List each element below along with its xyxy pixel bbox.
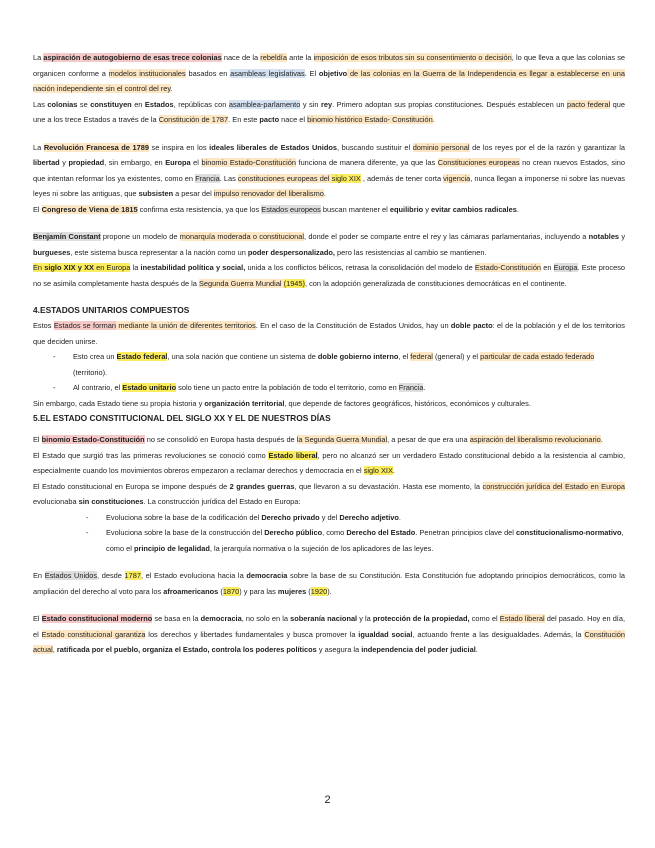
list-item: - Esto crea un Estado federal, una sola nación que contiene un sistema de doble gobierno interno, el federal (general) y el particular de cada estado federado (territorio). — [33, 349, 625, 380]
list-item: - Evoluciona sobre la base de la codificación del Derecho privado y del Derecho adjetivo. — [33, 510, 625, 526]
paragraph-siglo-xix-xx: En siglo XIX y XX en Europa la inestabilidad política y social, unida a los conflictos bélicos, retrasa la consolidación del modelo de Estado-Constitución en Europa. Este proceso no se asimila completamente hasta después de la Segunda Guerra Mundial (1945), con la adopción generalizada de constituciones democráticas en el continente. — [33, 263, 626, 288]
paragraph-estado-liberal: El Estado que surgió tras las primeras revoluciones se conoció como Estado liberal, pero no alcanzó ser un verdadero Estado constitucional debido a la resistencia al cambio, especialmente cuando los movimientos obreros empezaron a reclamar derechos y democracia en el siglo XIX. — [33, 450, 625, 475]
paragraph-revolucion-francesa: La Revolución Francesa de 1789 se inspira en los ideales liberales de Estados Unidos, buscando sustituir el dominio personal de los reyes por el de la razón y garantizar la libertad y propiedad, sin embargo, en Europa el binomio Estado-Constitución funciona de manera diferente, ya que las Constituciones europeas no crean nuevos Estados, sino que intentan reformar los ya existentes, como en Francia. Las constituciones europeas del siglo XIX , además de tener corta vigencia, nunca llegan a imponerse ni sobre las nuevas leyes ni sobre las antiguas, que subsisten a pesar del impulso renovador del liberalismo. — [33, 142, 625, 198]
document-page — [33, 50, 625, 658]
paragraph-benjamin-constant: Benjamín Constant propone un modelo de monarquía moderada o constitucional, donde el poder se comparte entre el rey y las cámaras parlamentarias, incluyendo a notables y burgueses, este sistema busca representar a la nación como un poder despersonalizado, pero las resistencias al cambio se mantienen. — [33, 232, 626, 257]
paragraph-estado-moderno: El Estado constitucional moderno se basa en la democracia, no solo en la soberanía nacional y la protección de la propiedad, como el Estado liberal del pasado. Hoy en día, el Estado constitucional garantiza los derechos y libertades fundamentales y busca promover la igualdad social, actuando frente a las desigualdades. Además, la Constitución actual, ratificada por el pueblo, organiza el Estado, controla los poderes políticos y asegura la independencia del poder judicial. — [33, 614, 626, 654]
paragraph-estados-compuestos: Estos Estados se forman mediante la unión de diferentes territorios. En el caso de la Constitución de Estados Unidos, hay un doble pacto: el de la población y el de los territorios que deciden unirse. — [33, 321, 625, 346]
paragraph-estados-unidos: En Estados Unidos, desde 1787, el Estado evoluciona hacia la democracia sobre la base de su Constitución. Esta Constitución fue adoptando principios democráticos, como la ampliación del derecho al voto para los afroamericanos (1870) y para las mujeres (1920). — [33, 571, 626, 596]
page-number: 2 — [324, 794, 331, 806]
paragraph-binomio: El binomio Estado-Constitución no se consolidó en Europa hasta después de la Segunda Guerra Mundial, a pesar de que era una aspiración del liberalismo revolucionario. — [33, 435, 603, 444]
paragraph-organizacion-territorial: Sin embargo, cada Estado tiene su propia historia y organización territorial, que depende de factores geográficos, históricos, económicos y culturales. — [33, 398, 531, 408]
paragraph-grandes-guerras: El Estado constitucional en Europa se impone después de 2 grandes guerras, que llevaron a su devastación. Hasta ese momento, la construcción jurídica del Estado en Europa evolucionaba sin constituciones. La construcción jurídica del Estado en Europa: — [33, 481, 625, 506]
list-item: - Evoluciona sobre la base de la construcción del Derecho público, como Derecho del Estado. Penetran principios clave del constitucionalismo-normativo, como el principio de legalidad, la jerarquía normativa o la sujeción de los aplicadores de las leyes. — [33, 525, 625, 556]
section-heading-5: 5.EL ESTADO CONSTITUCIONAL DEL SIGLO XX Y EL DE NUESTROS DÍAS — [33, 413, 331, 423]
paragraph-colonias-autogobierno: La aspiración de autogobierno de esas trece colonias nace de la rebeldía ante la imposición de esos tributos sin su consentimiento o decisión, lo que lleva a que las colonias se organicen conforme a modelos institucionales basados en asambleas legislativas. El objetivo de las colonias en la Guerra de la Independencia es llegar a establecerse en una nación independiente sin el control del rey. — [33, 53, 626, 93]
paragraph-congreso-viena: El Congreso de Viena de 1815 confirma esta resistencia, ya que los Estados europeos buscan mantener el equilibrio y evitar cambios radicales. — [33, 204, 519, 214]
section-heading-4: 4.ESTADOS UNITARIOS COMPUESTOS — [33, 305, 190, 315]
list-item: - Al contrario, el Estado unitario solo tiene un pacto entre la población de todo el territorio, como en Francia. — [33, 380, 625, 396]
paragraph-colonias-estados: Las colonias se constituyen en Estados, repúblicas con asamblea-parlamento y sin rey. Primero adoptan sus propias constituciones. Después establecen un pacto federal que une a los trece Estados a través de la Constitución de 1787. En este pacto nace el binomio histórico Estado- Constitución. — [33, 99, 625, 124]
